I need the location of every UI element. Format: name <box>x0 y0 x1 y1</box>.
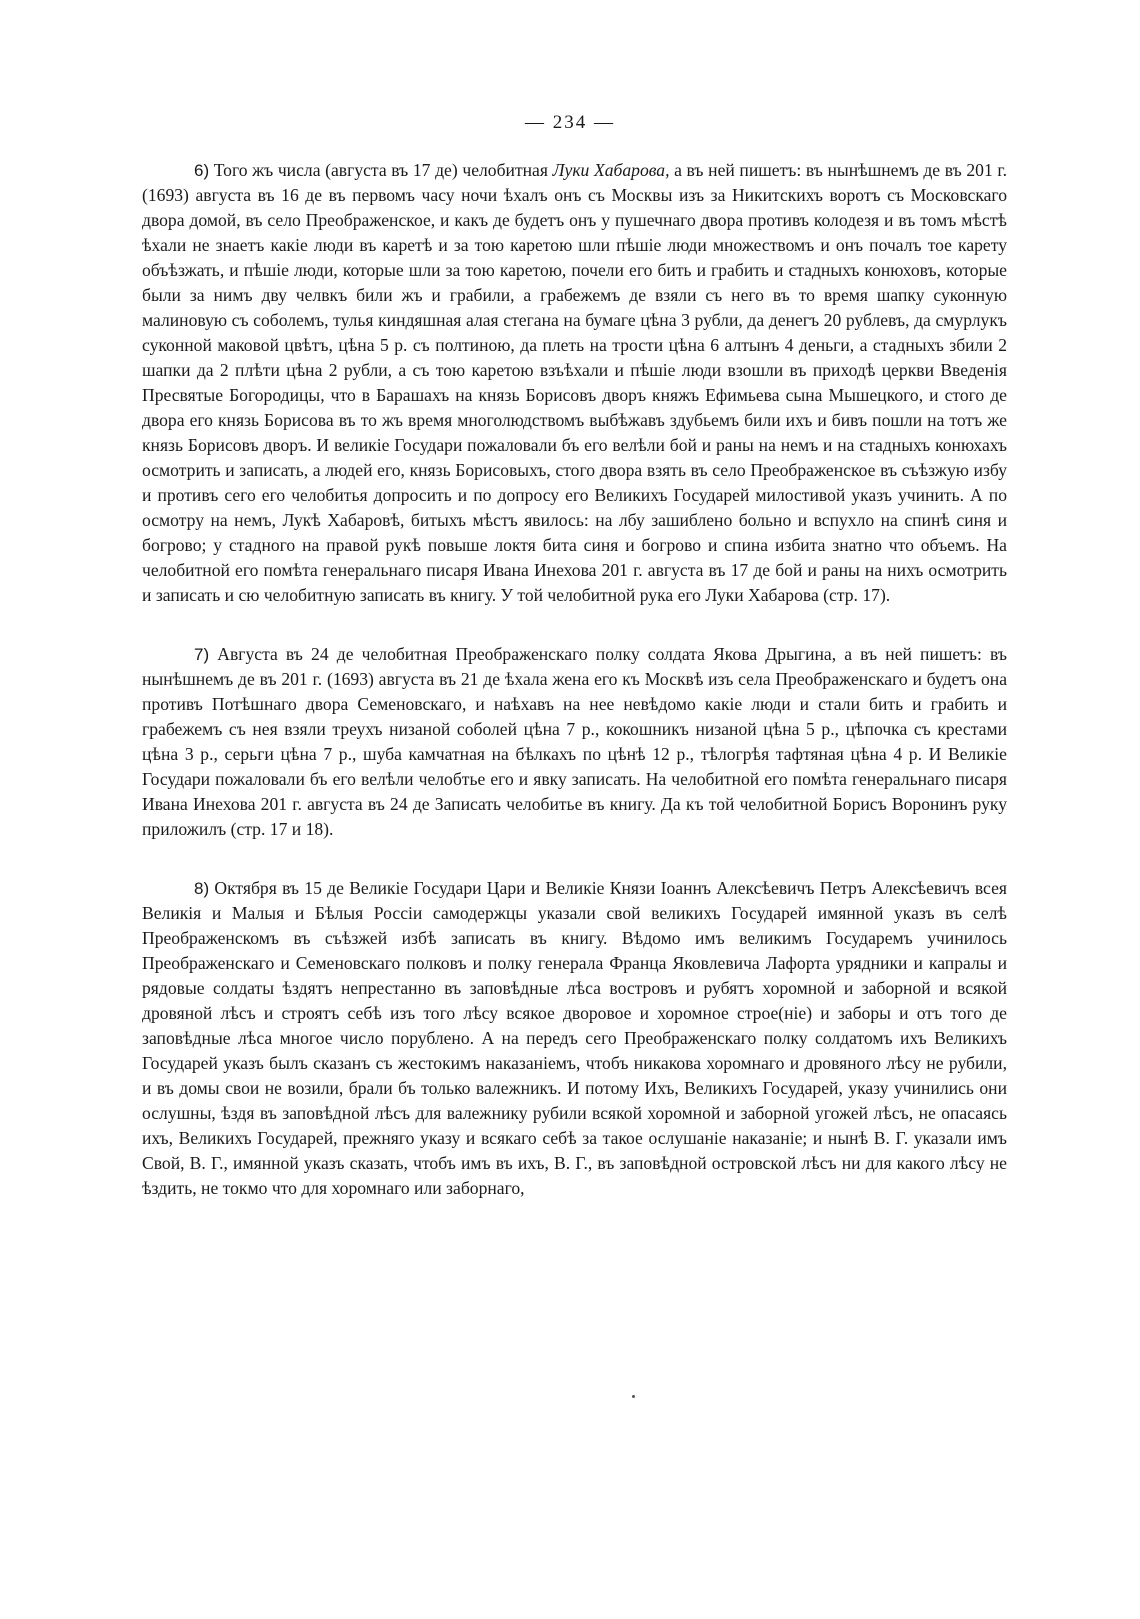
entry-6 <box>142 158 1007 608</box>
entry-text-rest: а въ ней пишетъ: въ нынѣшнемъ де въ 201 г. (1693) августа въ 16 де въ первомъ часу ночи ѣхалъ онъ съ Москвы изъ за Никитскихъ воротъ съ Московскаго двора домой, въ село Преображенское, и какъ де будетъ онъ у пушечнаго двора противъ колодезя и въ томъ мѣстѣ ѣхали не знаетъ какіе люди въ каретѣ и за тою каретою шли пѣшіе люди множествомъ и онъ почалъ тое карету объѣзжать, и пѣшіе люди, которые шли за тою каретою, почели его бить и грабить и стадныхъ конюховъ, которые были за нимъ дву челвкъ били жъ и грабили, а грабежемъ де взяли съ него въ то время шапку суконную малиновую съ соболемъ, тулья киндяшная алая стегана на бумаге цѣна 3 рубли, да денегъ 20 рублевъ, да смурлукъ суконной маковой цвѣтъ, цѣна 5 р. съ полтиною, да плеть на трости цѣна 6 алтынъ 4 деньги, а стадныхъ збили 2 шапки да 2 плѣти цѣна 2 рубли, а съ тою каретою взъѣхали и пѣшіе люди взошли въ приходѣ церкви Введенія Пресвятые Богородицы, что в Барашахъ на князь Борисовъ дворъ княжъ Ефимьева сына Мышецкого, и стого де двора его князь Борисова въ то жъ время многолюдствомъ выбѣжавъ здубьемъ били ихъ и бивъ пошли на тотъ же князь Борисовъ дворъ. И великіе Государи пожаловали бъ его велѣли бой и раны на немъ и на стадныхъ конюхахъ осмотрить и записать, а людей его, князь Борисовыхъ, стого двора взять въ село Преображенское въ съѣзжую избу и противъ сего его челобитья допросить и по допросу его Великихъ Государей милостивой указъ учинить. А по осмотру на немъ, Лукѣ Хабаровѣ, битыхъ мѣстъ явилось: на лбу зашиблено больно и вспухло на спинѣ синя и богрово; у стадного на правой рукѣ повыше локтя бита синя и богрово и спина избита знатно что объемъ. На челобитной его помѣта генеральнаго писаря Ивана Инехова 201 г. августа въ 17 де бой и раны на нихъ осмотрить и записать и сю челобитную записать въ книгу. У той челобитной рука его Луки Хабарова (стр. 17). <box>142 160 1008 605</box>
entry-number: 6) <box>194 161 210 180</box>
entry-text: Октября въ 15 де Великіе Государи Цари и Великіе Князи Іоаннъ Алексѣевичъ Петръ Алексѣевичъ всея Великія и Малыя и Бѣлыя Россіи самодержцы указали свой великихъ Государей имянной указъ въ селѣ Преображенскомъ въ съѣзжей избѣ записать въ книгу. Вѣдомо имъ великимъ Государемъ учинилось Преображенскаго и Семеновскаго полковъ и полку генерала Франца Яковлевича Лафорта урядники и капралы и рядовые солдаты ѣздятъ непрестанно въ заповѣдные лѣса востровъ и рубятъ хоромной и заборной и всякой дровяной лѣсъ и строятъ себѣ изъ того лѣсу всякое дворовое и хоромное строе(ніе) и заборы и отъ того де заповѣдные лѣса многое число порублено. А на передъ сего Преображенскаго полку солдатомъ ихъ Великихъ Государей указъ былъ сказанъ съ жестокимъ наказаніемъ, чтобъ никакова хоромнаго и дровяного лѣсу не рубили, и въ домы свои не возили, брали бъ только валежникъ. И потому Ихъ, Великихъ Государей, указу учинились они ослушны, ѣздя въ заповѣдной лѣсъ для валежнику рубили всякой хоромной и заборной угожей лѣсъ, не опасаясь ихъ, Великихъ Государей, прежняго указу и всякаго себѣ за такое ослушаніе наказаніе; и нынѣ В. Г. указали имъ Свой, В. Г., имянной указъ сказать, чтобъ имъ въ ихъ, В. Г., въ заповѣдной островской лѣсъ ни для какого лѣсу не ѣздить, не токмо что для хоромнаго или заборнаго, <box>142 878 1007 1198</box>
document-body <box>142 158 1007 1235</box>
entry-7 <box>142 642 1007 842</box>
entry-number: 8) <box>194 879 210 898</box>
entry-8 <box>142 876 1007 1201</box>
page-number: — 234 — <box>525 112 615 133</box>
entry-text: Августа въ 24 де челобитная Преображенскаго полку солдата Якова Дрыгина, а въ ней пишетъ: въ нынѣшнемъ де въ 201 г. (1693) августа въ 21 де ѣхала жена его къ Москвѣ изъ села Преображенскаго и будетъ она противъ Потѣшнаго двора Семеновскаго, и наѣхавъ на нее невѣдомо какіе люди и стали бить и грабить и грабежемъ съ нея взяли треухъ низаной соболей цѣна 7 р., кокошникъ низаной цѣна 5 р., цѣпочка съ крестами цѣна 3 р., серьги цѣна 7 р., шуба камчатная на бѣлкахъ по цѣнѣ 12 р., тѣлогрѣя тафтяная цѣна 4 р. И Великіе Государи пожаловали бъ его велѣли челобтье его и явку записать. На челобитной его помѣта генеральнаго писаря Ивана Инехова 201 г. августа въ 24 де Записать челобитье въ книгу. Да къ той челобитной Борисъ Воронинъ руку приложилъ (стр. 17 и 18). <box>142 644 1007 839</box>
entry-text-start: Того жъ числа (августа въ 17 де) челобитная <box>209 160 553 180</box>
entry-number: 7) <box>194 645 210 664</box>
entry-petitioner-name: Луки Хабарова, <box>552 160 670 180</box>
ink-speck <box>632 1395 635 1398</box>
